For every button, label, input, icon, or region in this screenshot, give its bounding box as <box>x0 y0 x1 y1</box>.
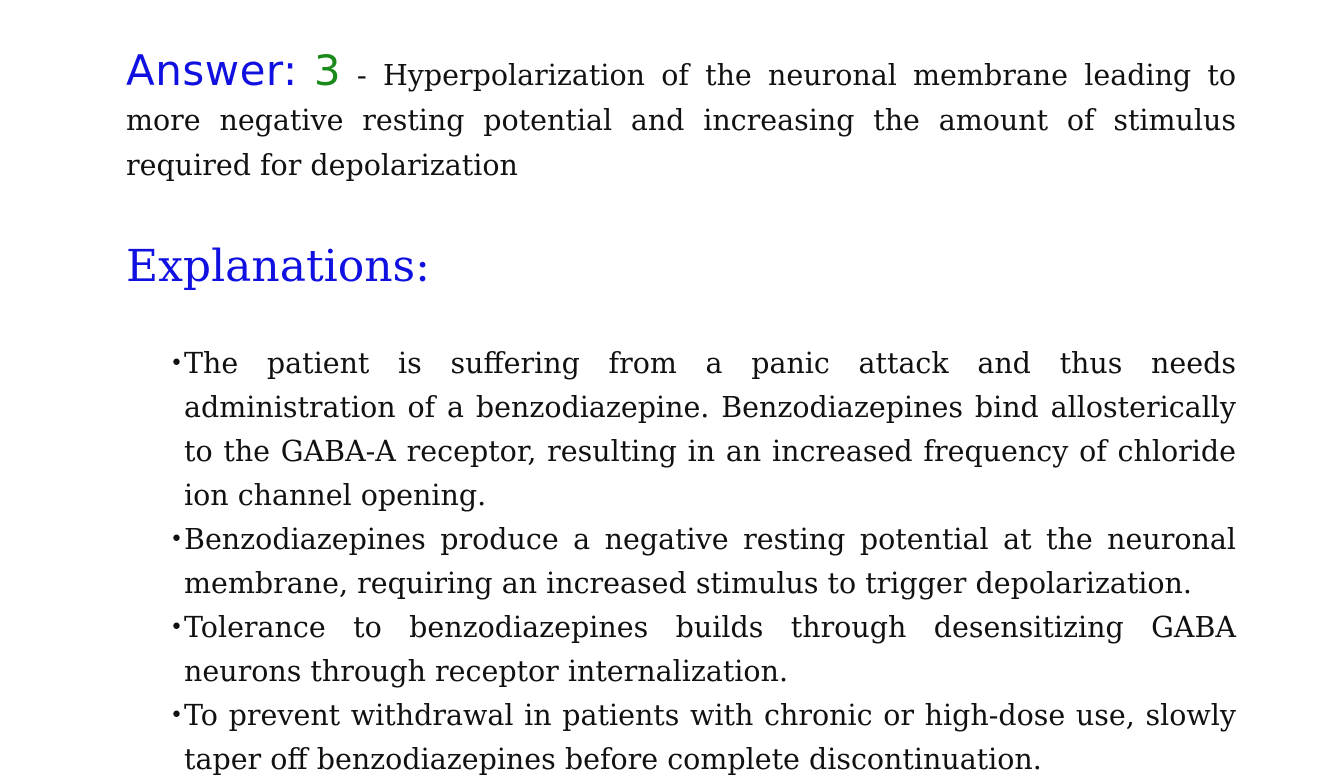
list-item <box>170 518 1236 606</box>
answer-label: Answer: <box>126 46 298 95</box>
answer-separator: - <box>356 59 383 92</box>
list-item-text: To prevent withdrawal in patients with chronic or high-dose use, slowly taper off benzodiazepines before complete discontinuation. <box>184 699 1236 776</box>
bullet-icon: • <box>170 527 183 552</box>
list-item <box>170 342 1236 518</box>
bullet-icon: • <box>170 615 183 640</box>
list-item <box>170 606 1236 694</box>
list-item <box>170 694 1236 782</box>
answer-number: 3 <box>313 46 341 95</box>
document-page <box>126 48 1236 782</box>
explanations-list <box>126 342 1236 782</box>
explanations-title: Explanations: <box>126 241 430 292</box>
bullet-icon: • <box>170 703 183 728</box>
list-item-text: Benzodiazepines produce a negative resting potential at the neuronal membrane, requiring an increased stimulus to trigger depolarization. <box>184 523 1236 600</box>
list-item-text: The patient is suffering from a panic attack and thus needs administration of a benzodiazepine. Benzodiazepines bind allosterically to the GABA-A receptor, resulting in an increased frequency of chloride ion channel opening. <box>184 347 1236 512</box>
list-item-text: Tolerance to benzodiazepines builds through desensitizing GABA neurons through receptor internalization. <box>184 611 1236 688</box>
answer-text: Hyperpolarization of the neuronal membrane leading to more negative resting potential and increasing the amount of stimulus required for depolarization <box>126 59 1237 182</box>
bullet-icon: • <box>170 351 183 376</box>
answer-paragraph <box>126 48 1236 188</box>
